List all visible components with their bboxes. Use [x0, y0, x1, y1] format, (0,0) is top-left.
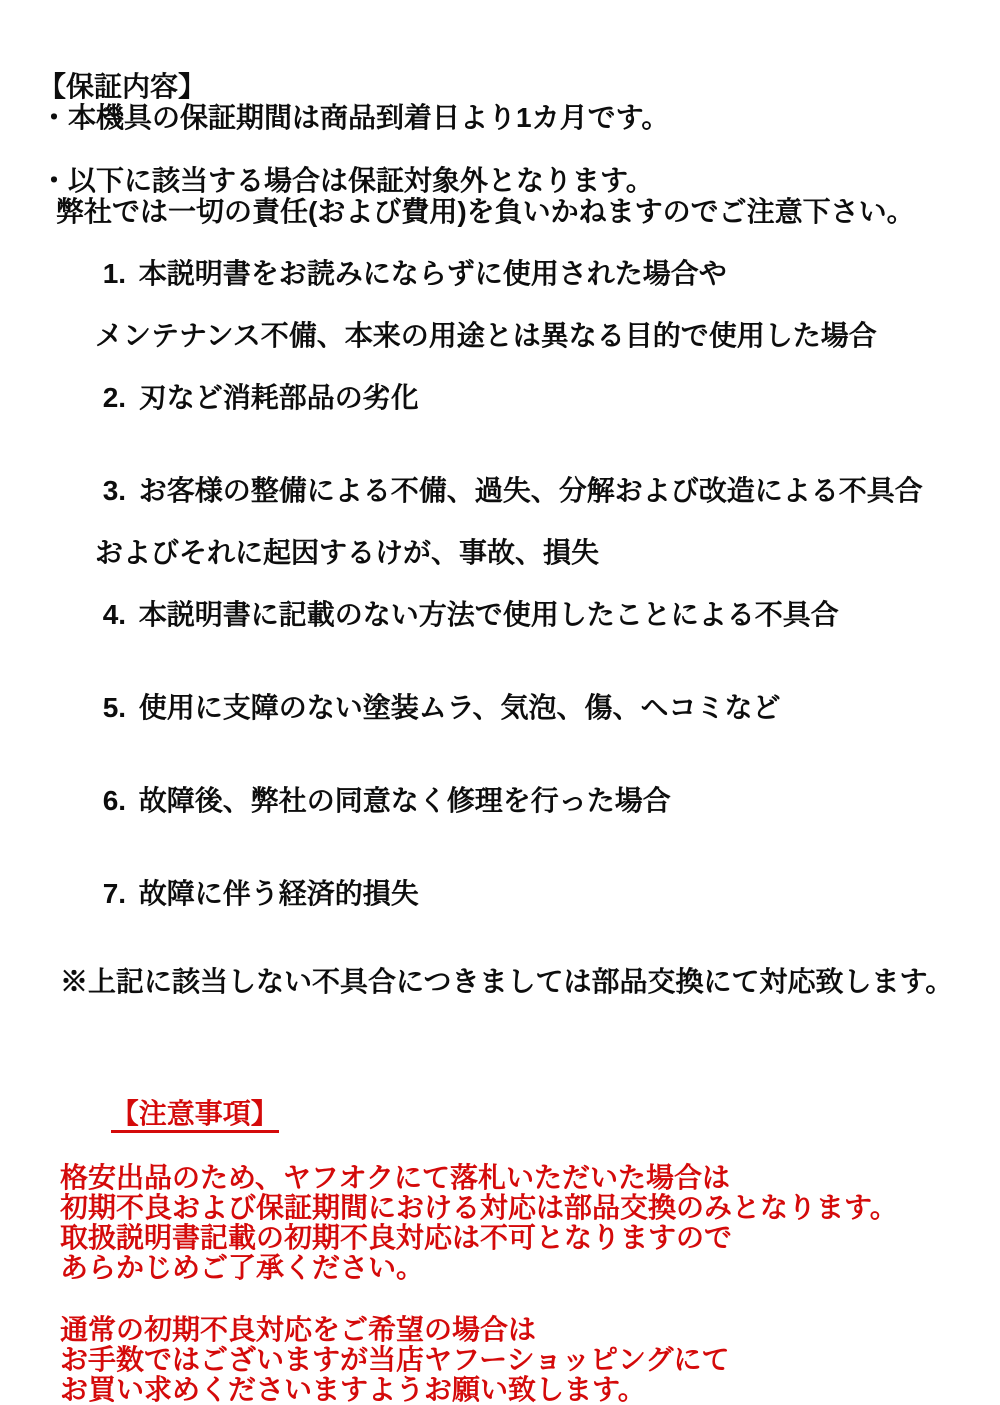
warranty-heading: 【保証内容】 — [38, 71, 207, 102]
warranty-item-5 — [56, 661, 1000, 754]
warranty-liability-line: 弊社では一切の責任(および費用)を負いかねますのでご注意下さい。 — [56, 196, 915, 227]
notice-heading-text: 【注意事項】 — [111, 1099, 279, 1133]
warranty-item-3-continuation: およびそれに起因するけが、事故、損失 — [95, 537, 600, 568]
item-1-number: 1. — [102, 258, 127, 289]
notice-line-manual-unavailable: 取扱説明書記載の初期不良対応は不可となりますので — [60, 1222, 733, 1253]
notice-line-auction: 格安出品のため、ヤフオクにて落札いただいた場合は — [60, 1162, 731, 1193]
warranty-period-line: ・本機具の保証期間は商品到着日より1カ月です。 — [40, 102, 670, 133]
item-3-text: お客様の整備による不備、過失、分解および改造による不具合 — [138, 475, 923, 506]
item-7-number: 7. — [102, 878, 127, 909]
warranty-item-2 — [56, 351, 1000, 444]
item-5-text: 使用に支障のない塗装ムラ、気泡、傷、ヘコミなど — [138, 692, 781, 723]
item-4-number: 4. — [102, 599, 127, 630]
warranty-parts-replacement-note: ※上記に該当しない不具合につきましては部品交換にて対応致します。 — [60, 966, 954, 997]
item-1-text: 本説明書をお読みにならずに使用された場合や — [138, 258, 727, 289]
warranty-item-7 — [56, 847, 1000, 940]
notice-line-purchase-request: お買い求めくださいますようお願い致します。 — [60, 1374, 646, 1405]
warranty-item-1-continuation: メンテナンス不備、本来の用途とは異なる目的で使用した場合 — [95, 320, 877, 351]
notice-line-normal-support: 通常の初期不良対応をご希望の場合は — [60, 1314, 537, 1345]
warranty-item-1 — [56, 227, 1000, 320]
notice-section — [0, 1069, 1000, 1405]
notice-line-parts-only: 初期不良および保証期間における対応は部品交換のみとなります。 — [60, 1192, 898, 1223]
item-6-number: 6. — [102, 785, 127, 816]
notice-line-understanding: あらかじめご了承ください。 — [60, 1252, 425, 1283]
item-5-number: 5. — [102, 692, 127, 723]
item-2-number: 2. — [102, 382, 127, 413]
item-7-text: 故障に伴う経済的損失 — [138, 878, 419, 909]
notice-line-yahoo-shopping: お手数ではございますが当店ヤフーショッピングにて — [60, 1344, 730, 1375]
item-2-text: 刃など消耗部品の劣化 — [138, 382, 419, 413]
warranty-item-6 — [56, 754, 1000, 847]
warranty-exclusion-intro: ・以下に該当する場合は保証対象外となります。 — [40, 165, 654, 196]
notice-heading — [64, 1069, 1000, 1163]
item-3-number: 3. — [102, 475, 127, 506]
warranty-item-3 — [56, 444, 1000, 537]
warranty-item-4 — [56, 568, 1000, 661]
item-6-text: 故障後、弊社の同意なく修理を行った場合 — [138, 785, 671, 816]
item-4-text: 本説明書に記載のない方法で使用したことによる不具合 — [138, 599, 839, 630]
